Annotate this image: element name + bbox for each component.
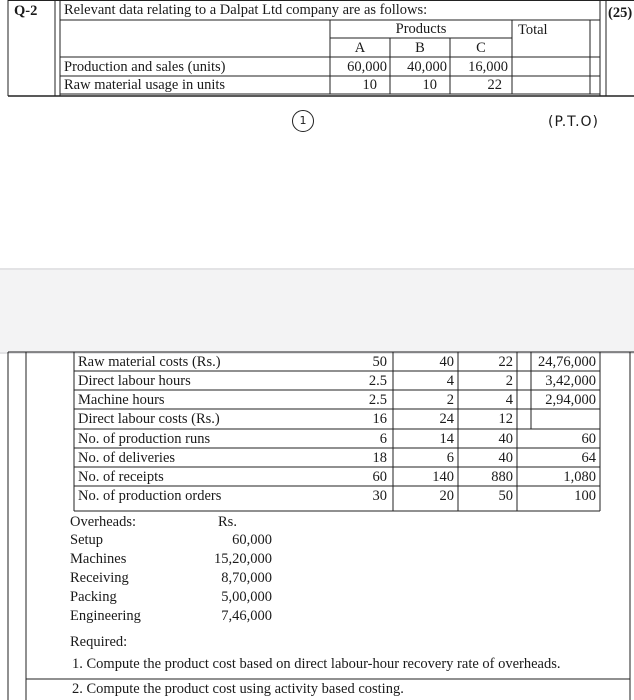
cell-b: 20 xyxy=(439,488,454,504)
cell-a: 60 xyxy=(372,469,387,485)
row-label: Direct labour costs (Rs.) xyxy=(78,411,220,427)
cell-a: 6 xyxy=(379,431,387,447)
cell-a: 16 xyxy=(372,411,387,427)
cell-total: 24,76,000 xyxy=(538,354,596,370)
cell-c: 2 xyxy=(505,373,513,389)
cell-total: 100 xyxy=(574,488,596,504)
cell-total: 2,94,000 xyxy=(545,392,596,408)
required-heading: Required: xyxy=(70,634,128,650)
products-header: Products xyxy=(395,21,447,37)
cell-b: 40 xyxy=(439,354,454,370)
top-grid-lines xyxy=(0,0,634,268)
cell-c: 22 xyxy=(487,77,502,93)
column-header-b: B xyxy=(415,40,425,56)
row-label: Direct labour hours xyxy=(78,373,191,389)
page-number-marker: 1 xyxy=(292,110,314,132)
overhead-amount: 7,46,000 xyxy=(221,608,272,624)
cell-b: 6 xyxy=(446,450,454,466)
cell-a: 18 xyxy=(372,450,387,466)
row-label: No. of deliveries xyxy=(78,450,176,466)
cell-c: 4 xyxy=(505,392,513,408)
cell-c: 22 xyxy=(498,354,513,370)
overhead-name: Packing xyxy=(70,589,117,605)
cell-c: 50 xyxy=(498,488,513,504)
cell-a: 60,000 xyxy=(347,59,387,75)
cell-c: 880 xyxy=(491,469,513,485)
cell-c: 40 xyxy=(498,450,513,466)
cell-c: 12 xyxy=(498,411,513,427)
row-label: Raw material costs (Rs.) xyxy=(78,354,221,370)
cell-b: 2 xyxy=(446,392,454,408)
overhead-amount: 60,000 xyxy=(232,532,272,548)
row-label: No. of production runs xyxy=(78,431,211,447)
column-header-a: A xyxy=(354,40,366,56)
question-number: Q-2 xyxy=(14,3,38,19)
overhead-name: Engineering xyxy=(70,608,141,624)
overhead-amount: 5,00,000 xyxy=(221,589,272,605)
cell-b: 24 xyxy=(439,411,454,427)
cell-total: 1,080 xyxy=(563,469,596,485)
cell-total: 64 xyxy=(581,450,596,466)
cell-c: 40 xyxy=(498,431,513,447)
cell-c: 16,000 xyxy=(468,59,508,75)
pto-note: (P.T.O) xyxy=(548,114,599,130)
cell-b: 10 xyxy=(422,77,437,93)
required-item: 2. Compute the product cost using activity based costing. xyxy=(72,681,404,697)
cell-b: 4 xyxy=(446,373,454,389)
row-label: Machine hours xyxy=(78,392,165,408)
question-title: Relevant data relating to a Dalpat Ltd company are as follows: xyxy=(64,2,428,18)
cell-a: 50 xyxy=(372,354,387,370)
overhead-name: Receiving xyxy=(70,570,129,586)
overhead-amount: 8,70,000 xyxy=(221,570,272,586)
total-header: Total xyxy=(518,22,548,38)
overhead-amount: 15,20,000 xyxy=(214,551,272,567)
question-marks: (25) xyxy=(608,5,633,21)
overhead-name: Setup xyxy=(70,532,104,548)
cell-b: 14 xyxy=(439,431,454,447)
cell-total: 3,42,000 xyxy=(545,373,596,389)
required-item: 1. Compute the product cost based on direct labour-hour recovery rate of overheads. xyxy=(72,656,561,672)
cell-a: 2.5 xyxy=(368,373,387,389)
cell-b: 140 xyxy=(432,469,454,485)
cell-a: 30 xyxy=(372,488,387,504)
cell-a: 10 xyxy=(362,77,377,93)
cell-total: 60 xyxy=(581,431,596,447)
overheads-heading: Overheads: xyxy=(70,514,137,530)
row-label: No. of receipts xyxy=(78,469,164,485)
page-separator xyxy=(0,268,634,354)
row-label: Raw material usage in units xyxy=(64,77,226,93)
row-label: Production and sales (units) xyxy=(64,59,226,75)
cell-a: 2.5 xyxy=(368,392,387,408)
overhead-name: Machines xyxy=(70,551,127,567)
row-label: No. of production orders xyxy=(78,488,222,504)
cell-b: 40,000 xyxy=(407,59,447,75)
column-header-c: C xyxy=(476,40,486,56)
overheads-unit: Rs. xyxy=(218,514,237,530)
